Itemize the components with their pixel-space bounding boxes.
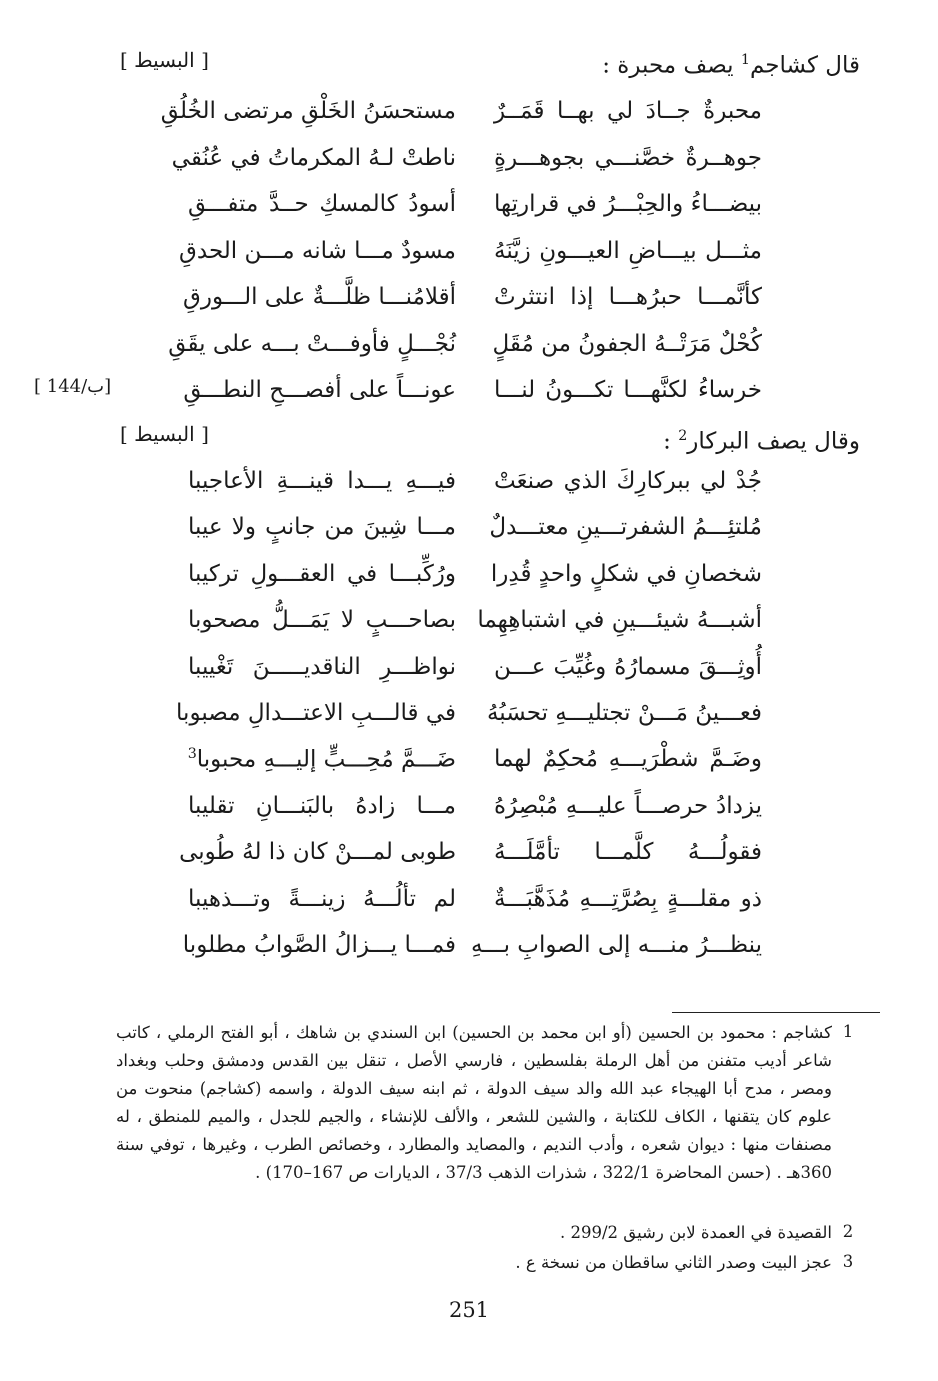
- verse-second-hemistich: [188, 191, 456, 217]
- verse-row: [0, 98, 938, 144]
- verse-first-hemistich: كأنَّمـــا حبرُهـــا إذا انتثرتْ: [494, 284, 762, 310]
- verse-second-hemistich: [188, 468, 456, 494]
- verse-second-hemistich-text: أقلامُنـــا ظلَّـــةٌ على الـــورقِ: [183, 284, 456, 310]
- verse-first-hemistich: ينظـــرُ منـــه إلى الصوابِ بـــهِ: [471, 932, 762, 958]
- verse-first-hemistich: أُوثِـــقَ مسمارُهُ وغُيِّبَ عـــن: [494, 653, 762, 680]
- folio-marker: [ 144/ب]: [34, 376, 112, 397]
- verse-second-hemistich: [171, 144, 456, 171]
- footnote-1-number: 1: [842, 1022, 854, 1041]
- verse-row: [0, 607, 938, 653]
- verse-row: [0, 331, 938, 377]
- verse-second-hemistich: [179, 237, 456, 264]
- verse-second-hemistich-text: أسودُ كالمسكِ حــدَّ متفـــقِ: [188, 191, 456, 217]
- verse-first-hemistich: شخصانِ في شكلٍ واحدٍ قُدِرا: [490, 560, 762, 587]
- poem2-meter: [ البسيط ]: [120, 422, 209, 446]
- footnote-ref-3[interactable]: 3: [187, 746, 197, 763]
- footnote-ref-2[interactable]: 2: [678, 428, 688, 444]
- verse-first-hemistich: أشبـــهُ شيئـــينِ في اشتباهِهِما: [477, 607, 762, 634]
- verse-row: [0, 377, 938, 423]
- verse-second-hemistich-text: ناطتْ لـهُ المكرماتُ في عُنُقي: [171, 144, 456, 171]
- poem1-intro: [602, 52, 860, 79]
- verse-row: [0, 654, 938, 700]
- footnote-2-text: القصيدة في العمدة لابن رشيق 299/2 .: [560, 1223, 832, 1242]
- verse-first-hemistich: جوهــرةٌ خصَّنـــي بجوهـــرةٍ: [494, 144, 762, 171]
- verse-second-hemistich: [183, 377, 456, 403]
- poem2-intro-rest: :: [663, 428, 679, 455]
- page-number: 251: [448, 1298, 490, 1322]
- poem1-intro-text: قال كشاجم: [749, 52, 860, 79]
- footnote-ref-1[interactable]: 1: [740, 52, 750, 68]
- footnote-separator: [672, 1012, 880, 1013]
- verse-first-hemistich: محبرةٌ جــادَ لي بهــا قَمَــرٌ: [494, 98, 762, 124]
- verse-second-hemistich-text: في قالـــبِ الاعتـــدالِ مصبوبا: [176, 700, 456, 726]
- verse-row: [0, 932, 938, 978]
- verse-second-hemistich-text: نُجْـــلٍ فأوفـــتْ بـــه على يقَقِ: [168, 330, 456, 357]
- verse-second-hemistich: [176, 700, 456, 726]
- verse-row: [0, 561, 938, 607]
- verse-row: [0, 514, 938, 560]
- verse-second-hemistich-text: مـــا شِينَ من جانبٍ ولا عيبا: [188, 514, 456, 541]
- footnote-1-text: كشاجم : محمود بن الحسين (أو ابن محمد بن الحسين) ابن السندي بن شاهك ، أبو الفتح الرملي ، كاتب شاعر أديب متفنن من أهل الرملة بفلسطين ، فارسي الأصل ، تنقل بين القدس ودمشق وحلب وبغداد ومصر ، مدح أبا الهيجاء عبد الله والد سيف الدولة ، ثم ابنه سيف الدولة ، واسمه (كشاجم) منحوت من علوم كان يتقنها ، الكاف للكتابة ، والشين للشعر ، والألف للإنشاء ، والجيم للجدل ، والميم للمنطق ، له مصنفات منها : ديوان شعره ، وأدب النديم ، والمصايد والمطارد ، وخصائص الطرب ، وغيرها ، توفي سنة 360هـ . (حسن المحاضرة 322/1 ، شذرات الذهب 37/3 ، الديارات ص 167–170) .: [116, 1023, 832, 1182]
- verse-second-hemistich-text: فيـــهِ يـــدا قينـــةِ الأعاجيبا: [188, 468, 456, 494]
- verse-second-hemistich-text: مسودٌ مـــا شانه مـــن الحدقِ: [179, 237, 456, 264]
- verse-second-hemistich: [188, 793, 456, 819]
- poem2-intro: [663, 428, 860, 455]
- poem2-intro-text: وقال يصف البركار: [687, 428, 860, 455]
- verse-second-hemistich: [188, 514, 456, 540]
- verse-second-hemistich-text: ورُكِّبـــا في العقـــولِ تركيبا: [188, 560, 456, 587]
- verse-first-hemistich: يزدادُ حرصـــاً عليـــهِ مُبْصِرُهُ: [494, 792, 762, 819]
- verse-row: [0, 145, 938, 191]
- poem1-meter: [ البسيط ]: [120, 48, 209, 72]
- verse-second-hemistich: [188, 607, 456, 633]
- verse-first-hemistich: فقولُـــهُ كلَّمـــا تأمَّلَـــهُ: [494, 839, 762, 866]
- footnote-2-number: 2: [842, 1222, 854, 1241]
- verse-row: [0, 746, 938, 792]
- verse-second-hemistich-text: بصاحـــبٍ لا يَمَـــلُّ مصحوبا: [188, 607, 456, 634]
- poem1-intro-rest: يصف محبرة :: [602, 52, 741, 79]
- verse-first-hemistich: بيضـــاءُ والحِبْـــرُ في قرارتِها: [494, 191, 762, 217]
- verse-first-hemistich: مُلتئِـــمُ الشفرتـــينِ معتـــدلٌ: [489, 514, 762, 541]
- verse-first-hemistich: مثـــل بيـــاضِ العيـــونِ زيَّنَهُ: [494, 237, 762, 264]
- verse-row: [0, 700, 938, 746]
- verse-row: [0, 284, 938, 330]
- verse-row: [0, 886, 938, 932]
- verse-second-hemistich-text: مستحسَنُ الخَلْقِ مرتضى الخُلُقِ: [160, 98, 456, 124]
- verse-second-hemistich: [168, 330, 456, 357]
- verse-second-hemistich-text: نواظـــرِ الناقديـــــنَ تَغْييبا: [188, 653, 456, 680]
- verse-first-hemistich: وضَـمَّ شطْرَيـــهِ مُحكِمٌ لهما: [494, 746, 762, 773]
- verse-second-hemistich-text: فمـــا يـــزالُ الصَّوابُ مطلوبا: [182, 932, 456, 958]
- verse-row: [0, 793, 938, 839]
- verse-first-hemistich: جُدْ لي ببركارِكَ الذي صنعَتْ: [494, 468, 762, 494]
- verse-row: [0, 191, 938, 237]
- verse-second-hemistich-text: مـــا زادهُ بالبَنـــانِ تقليبا: [188, 792, 456, 819]
- verse-second-hemistich: [188, 746, 456, 773]
- verse-first-hemistich: خرساءُ لكنَّهـــا تكـــونُ لنـــا: [494, 377, 762, 403]
- verse-row: [0, 238, 938, 284]
- verse-row: [0, 839, 938, 885]
- verse-first-hemistich: ذو مقلـــةٍ بِصُرَّتِـــهِ مُذَهَّبَـــةٌ: [494, 885, 762, 912]
- verse-second-hemistich-text: عونـــاً على أفصـــحِ النطـــقِ: [183, 377, 456, 403]
- verse-second-hemistich: [182, 932, 456, 958]
- verse-second-hemistich-text: لم تألُـــهُ زينـــةً وتـــذهيبا: [188, 885, 456, 912]
- verse-second-hemistich: [188, 886, 456, 912]
- footnote-3-number: 3: [842, 1252, 854, 1271]
- verse-first-hemistich: كُحْلٌ مَرَتْــهُ الجفونُ من مُقَلٍ: [492, 330, 762, 357]
- verse-first-hemistich: فعـــينُ مَـــنْ تجتليـــهِ تحسَبُهُ: [486, 700, 762, 726]
- verse-row: [0, 468, 938, 514]
- verse-second-hemistich: [188, 654, 456, 680]
- verse-second-hemistich: [183, 284, 456, 310]
- verse-second-hemistich: [179, 839, 456, 866]
- verse-second-hemistich-text: ضَـــمَّ مُحِـــبٍّ إليـــهِ محبوبا: [196, 747, 456, 774]
- verse-second-hemistich-text: طوبى لمـــنْ كان ذا لهُ طُوبى: [179, 839, 456, 866]
- footnote-3-text: عجز البيت وصدر الثاني ساقطان من نسخة ع .: [515, 1253, 832, 1272]
- verse-second-hemistich: [188, 561, 456, 587]
- verse-second-hemistich: [160, 98, 456, 124]
